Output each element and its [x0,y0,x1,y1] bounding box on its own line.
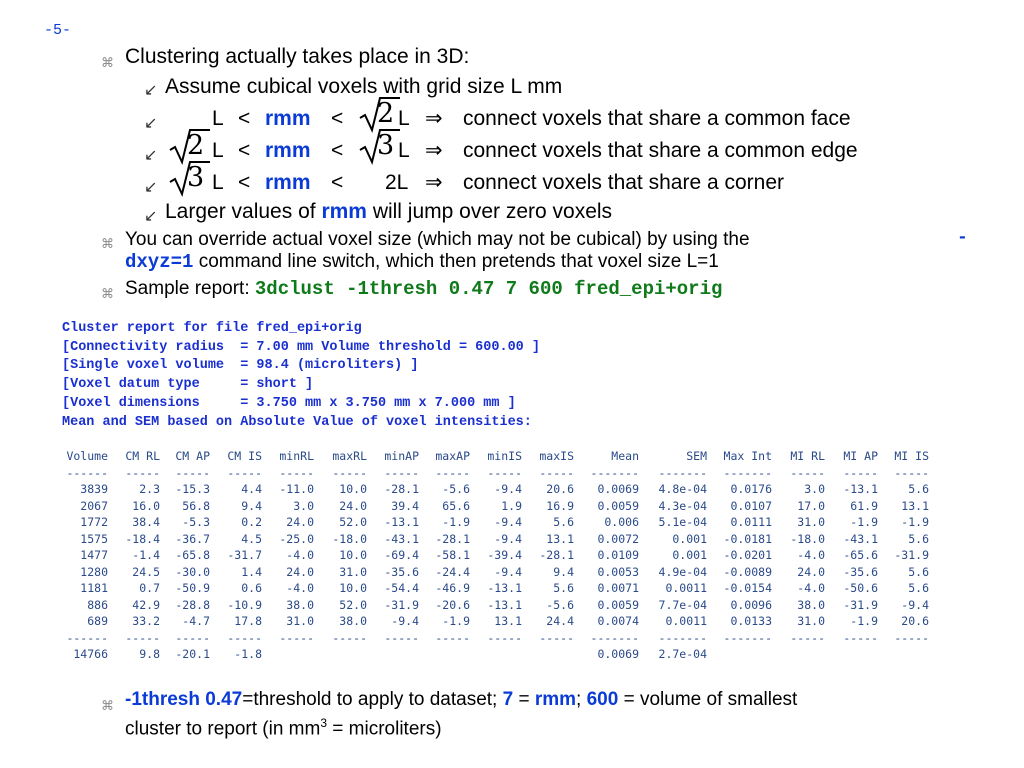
table-cell: 1280 [80,564,108,579]
cond-edge-rmm: rmm [265,139,311,162]
table-cell: MI AP [843,449,878,463]
table-cell: 3.0 [804,482,825,496]
table-cell: 24.5 [132,564,160,579]
table-cell: ----- [790,465,825,480]
table-cell: ----- [227,630,262,645]
sub-arrow-icon: ↙ [144,208,158,225]
sqrt-edge-right-radicand: 3 [377,130,395,161]
table-cell: -31.7 [227,548,262,562]
table-cell: 61.9 [850,498,878,513]
table-cell: ----- [279,465,314,480]
table-cell: 0.0072 [597,531,639,546]
table-cell: ------- [723,465,772,480]
cond-edge-text: connect voxels that share a common edge [463,139,858,162]
table-cell: 31.0 [797,515,825,529]
cond-face-lt2: < [331,107,344,130]
table-cell: 7.7e-04 [658,597,707,612]
table-cell: ------- [590,465,639,480]
cond-corner-L: L [212,171,224,194]
footer-line1 [125,688,797,711]
table-cell: 9.8 [139,647,160,661]
table-cell: -5.6 [442,482,470,496]
table-cell: 3.0 [293,498,314,513]
table-cell: ----- [125,465,160,480]
table-cell: -13.1 [384,515,419,529]
table-cell: 17.0 [797,498,825,513]
table-cell: CM IS [227,449,262,463]
table-cell: 0.0059 [597,498,639,513]
cond-face-L: L [212,107,224,130]
cond-corner-2L: 2L [385,171,409,194]
table-cell: -46.9 [435,581,470,595]
table-cell: ------- [723,630,772,645]
table-cell: -1.8 [234,647,262,661]
footer-eq: = [518,689,530,710]
table-cell: 5.6 [553,515,574,529]
table-cell: Max Int [723,449,772,463]
table-cell: 0.0053 [597,564,639,579]
table-cell: -1.9 [442,515,470,529]
larger-values-post: will jump over zero voxels [372,200,613,223]
footer-rmm: rmm [534,689,577,710]
table-cell: 4.4 [241,482,262,496]
override-line2-text: command line switch, which then pretends that voxel size L=1 [198,251,719,272]
table-cell: -69.4 [384,548,419,562]
table-cell: -9.4 [391,614,419,628]
table-cell: -0.0201 [723,548,772,562]
table-cell: 1.9 [501,498,522,513]
table-cell: ----- [894,465,929,480]
table-cell: ----- [175,465,210,480]
table-cell: 0.0011 [665,581,707,595]
table-cell: -1.4 [132,548,160,562]
table-cell: -25.0 [279,531,314,546]
table-cell: ----- [227,465,262,480]
table-cell: ----- [125,630,160,645]
table-cell: 0.0011 [665,614,707,628]
table-cell: -65.6 [843,548,878,562]
table-cell: -43.1 [843,531,878,546]
report-header-line: [Voxel datum type = short ] [62,377,314,393]
cond-corner-rmm: rmm [265,171,311,194]
table-cell: 0.0133 [730,614,772,628]
table-cell: 20.6 [546,482,574,496]
report-header-line: Cluster report for file fred_epi+orig [62,321,362,336]
table-cell: 10.0 [339,482,367,496]
cond-face-lt1: < [238,107,251,130]
bullet-icon: ⌘ [101,698,114,713]
table-cell: 33.2 [132,614,160,628]
table-cell: -35.6 [843,564,878,579]
table-cell: -20.6 [435,597,470,612]
sub-arrow-icon: ↙ [144,147,158,164]
table-cell: -35.6 [384,564,419,579]
larger-values-rmm: rmm [321,200,367,223]
table-cell: -13.1 [487,581,522,595]
sub-arrow-icon: ↙ [144,115,158,132]
table-cell: -9.4 [901,597,929,612]
bullet-sample-report [125,278,722,300]
table-cell: MI RL [790,449,825,463]
table-cell: 14766 [73,647,108,661]
table-cell: -1.9 [850,515,878,529]
table-cell: 56.8 [182,498,210,513]
table-cell: -28.1 [384,482,419,496]
table-cell: 3839 [80,482,108,496]
table-cell: 52.0 [339,515,367,529]
implies-icon: ⇒ [425,171,443,194]
table-cell: 16.0 [132,498,160,513]
table-cell: 2067 [80,498,108,513]
page-number: -5- [44,22,72,39]
cond-edge-lt2: < [331,139,344,162]
cond-edge-L2: L [398,139,410,162]
table-cell: -50.6 [843,581,878,595]
report-header-line: [Single voxel volume = 98.4 (microliters) ] [62,358,419,374]
table-cell: 31.0 [797,614,825,628]
table-cell: Mean [611,449,639,463]
table-cell: -13.1 [487,597,522,612]
table-cell: ----- [332,630,367,645]
table-cell: -4.0 [286,548,314,562]
table-cell: 38.0 [339,614,367,628]
table-cell: ----- [487,465,522,480]
footer-seven: 7 [502,689,514,710]
cond-face-rmm: rmm [265,107,311,130]
table-cell: minAP [384,449,419,463]
table-cell: -4.7 [182,614,210,628]
table-cell: 0.006 [604,515,639,529]
table-cell: -58.1 [435,548,470,562]
bullet-icon: ⌘ [101,55,114,70]
table-cell: 20.6 [901,614,929,628]
table-cell: CM RL [125,449,160,463]
table-cell: ----- [279,630,314,645]
cond-edge-lt1: < [238,139,251,162]
report-header-line: [Voxel dimensions = 3.750 mm x 3.750 mm x 7.000 mm ] [62,395,516,411]
table-cell: 24.0 [286,564,314,579]
implies-icon: ⇒ [425,139,443,162]
table-cell: 5.6 [553,581,574,595]
footer-semi: ; [576,689,582,710]
table-cell: -31.9 [384,597,419,612]
table-cell: 13.1 [901,498,929,513]
table-cell: ----- [790,630,825,645]
table-cell: 9.4 [241,498,262,513]
table-cell: 17.8 [234,614,262,628]
table-cell: -13.1 [843,482,878,496]
dxyz-switch: dxyz=1 [125,251,194,273]
cond-face-text: connect voxels that share a common face [463,107,851,130]
table-cell: 689 [87,614,108,628]
footer-thresh: -1thresh 0.47 [125,689,243,710]
table-cell: 31.0 [286,614,314,628]
table-cell: 39.4 [391,498,419,513]
table-cell: 0.2 [241,515,262,529]
table-cell: 52.0 [339,597,367,612]
table-cell: -1.9 [850,614,878,628]
footer-line2b: = microliters) [327,718,442,740]
table-cell: 0.0111 [730,515,772,529]
sub-arrow-icon: ↙ [144,82,158,99]
table-cell: -54.4 [384,581,419,595]
report-header-line: [Connectivity radius = 7.00 mm Volume threshold = 600.00 ] [62,339,540,355]
report-header-line: Mean and SEM based on Absolute Value of voxel intensities: [62,414,532,430]
table-cell: -5.3 [182,515,210,529]
cond-corner-lt1: < [238,171,251,194]
table-cell: 0.001 [672,548,707,562]
table-cell: 16.9 [546,498,574,513]
table-cell: 24.0 [339,498,367,513]
bullet-icon: ⌘ [101,286,114,301]
table-cell: -11.0 [279,482,314,496]
table-cell: 886 [87,597,108,612]
table-cell: -31.9 [843,597,878,612]
table-cell: 1575 [80,531,108,546]
table-cell: 38.0 [286,597,314,612]
table-cell: 10.0 [339,581,367,595]
sub-arrow-icon: ↙ [144,179,158,196]
table-cell: -30.0 [175,564,210,579]
table-cell: -9.4 [494,564,522,579]
table-cell: 1772 [80,515,108,529]
sub-cubical-voxels: Assume cubical voxels with grid size L mm [165,75,563,98]
table-cell: ------ [66,630,108,645]
table-cell: 0.7 [139,581,160,595]
table-cell: 24.4 [546,614,574,628]
bullet-override-line1: You can override actual voxel size (which may not be cubical) by using the [125,229,750,250]
table-cell: -4.0 [286,581,314,595]
table-cell: 0.0059 [597,597,639,612]
table-cell: ----- [175,630,210,645]
table-cell: minRL [279,449,314,463]
table-cell: -18.0 [790,531,825,546]
table-cell: Volume [66,449,108,463]
table-cell: 0.0071 [597,581,639,595]
table-cell: 24.0 [286,515,314,529]
table-cell: ------- [590,630,639,645]
table-cell: 1181 [80,581,108,595]
table-cell: ----- [384,465,419,480]
table-cell: -50.9 [175,581,210,595]
table-cell: 2.3 [139,482,160,496]
footer-line2 [125,712,442,740]
table-cell: 5.1e-04 [658,515,707,529]
table-cell: 9.4 [553,564,574,579]
table-cell: -31.9 [894,548,929,562]
larger-values-pre: Larger values of [165,200,316,223]
table-cell: 0.0069 [597,482,639,496]
table-cell: ------- [658,630,707,645]
bullet-icon: ⌘ [101,236,114,251]
table-cell: ----- [435,465,470,480]
table-cell: 2.7e-04 [658,647,707,661]
table-cell: minIS [487,449,522,463]
table-cell: -39.4 [487,548,522,562]
table-cell: 5.6 [908,531,929,546]
table-cell: 4.3e-04 [658,498,707,513]
table-cell: 13.1 [546,531,574,546]
cond-edge-L: L [212,139,224,162]
table-cell: 0.0069 [597,647,639,661]
footer-t2: = volume of smallest [623,689,798,710]
table-cell: 38.0 [797,597,825,612]
table-cell: -9.4 [494,482,522,496]
table-cell: -9.4 [494,531,522,546]
cond-corner-lt2: < [331,171,344,194]
table-cell: -65.8 [175,548,210,562]
table-cell: -28.1 [435,531,470,546]
sub-larger-values [165,200,612,224]
table-cell: -28.1 [539,548,574,562]
footer-sup: 3 [320,716,328,730]
table-cell: -1.9 [901,515,929,529]
implies-icon: ⇒ [425,107,443,130]
table-cell: -1.9 [442,614,470,628]
table-cell: -4.0 [797,548,825,562]
table-cell: 42.9 [132,597,160,612]
table-cell: -15.3 [175,482,210,496]
table-cell: 0.0074 [597,614,639,628]
table-cell: 38.4 [132,515,160,529]
cond-face-L2: L [398,107,410,130]
sample-label: Sample report: [125,278,250,299]
table-cell: maxIS [539,449,574,463]
table-cell: -28.8 [175,597,210,612]
table-cell: -10.9 [227,597,262,612]
bullet-clustering: Clustering actually takes place in 3D: [125,45,470,68]
dash-marker: - [957,228,968,248]
table-cell: 4.8e-04 [658,482,707,496]
sample-command: 3dclust -1thresh 0.47 7 600 fred_epi+orig [254,278,723,300]
table-cell: -36.7 [175,531,210,546]
table-cell: MI IS [894,449,929,463]
sqrt-edge-left-radicand: 2 [187,130,205,161]
table-cell: -0.0154 [723,581,772,595]
table-cell: 0.0107 [730,498,772,513]
table-cell: -0.0181 [723,531,772,546]
table-cell: -5.6 [546,597,574,612]
table-cell: 4.9e-04 [658,564,707,579]
table-cell: 10.0 [339,548,367,562]
footer-t1: =threshold to apply to dataset; [242,689,498,710]
table-cell: 0.0176 [730,482,772,496]
bullet-override-line2 [125,251,719,273]
cond-corner-text: connect voxels that share a corner [463,171,785,194]
table-cell: -24.4 [435,564,470,579]
table-cell: 0.0109 [597,548,639,562]
table-cell: 5.6 [908,581,929,595]
table-cell: 5.6 [908,482,929,496]
table-cell: -4.0 [797,581,825,595]
table-cell: maxRL [332,449,367,463]
table-cell: 65.6 [442,498,470,513]
table-cell: ----- [843,630,878,645]
table-cell: maxAP [435,449,470,463]
sqrt-face-radicand: 2 [377,98,395,129]
table-cell: 13.1 [494,614,522,628]
table-cell: 0.6 [241,581,262,595]
table-cell: ----- [894,630,929,645]
table-cell: ----- [539,630,574,645]
table-cell: ----- [332,465,367,480]
table-cell: -9.4 [494,515,522,529]
footer-six: 600 [586,689,619,710]
table-cell: ----- [539,465,574,480]
table-cell: -18.0 [332,531,367,546]
table-cell: 24.0 [797,564,825,579]
table-cell: 0.0096 [730,597,772,612]
table-cell: 1477 [80,548,108,562]
table-cell: 1.4 [241,564,262,579]
table-cell: -43.1 [384,531,419,546]
table-cell: -18.4 [125,531,160,546]
table-cell: ----- [843,465,878,480]
table-cell: 5.6 [908,564,929,579]
table-cell: -0.0089 [723,564,772,579]
sqrt-corner-radicand: 3 [187,162,205,193]
table-cell: 4.5 [241,531,262,546]
table-cell: ------ [66,465,108,480]
table-cell: 31.0 [339,564,367,579]
footer-line2a: cluster to report (in mm [125,718,321,740]
table-cell: ----- [384,630,419,645]
table-cell: ------- [658,465,707,480]
table-cell: SEM [686,449,707,463]
table-cell: ----- [435,630,470,645]
table-cell: ----- [487,630,522,645]
table-cell: 0.001 [672,531,707,546]
table-cell: CM AP [175,449,210,463]
table-cell: -20.1 [175,647,210,661]
